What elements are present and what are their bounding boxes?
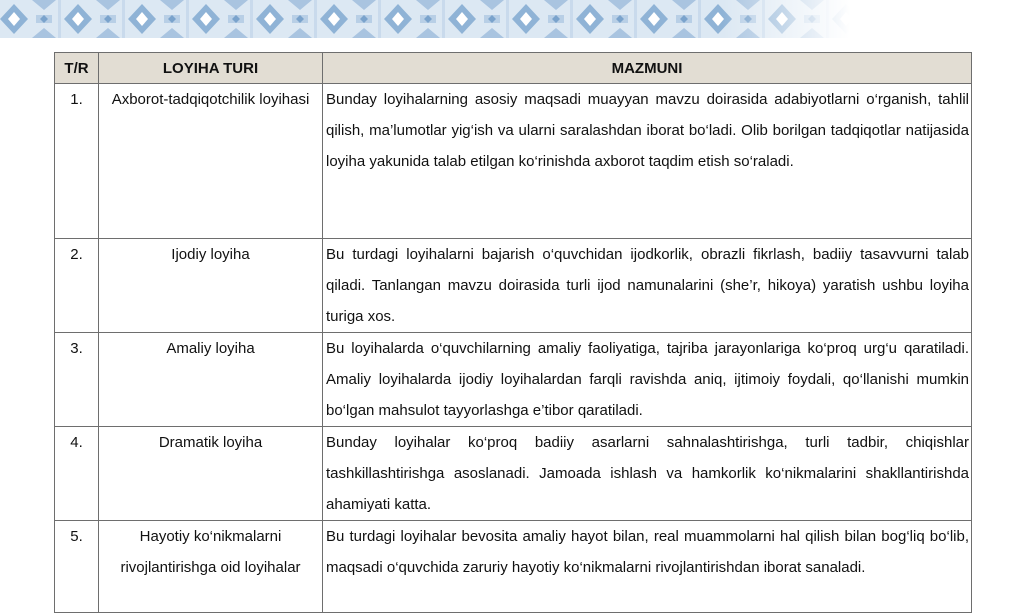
header-number: T/R <box>55 53 99 84</box>
header-content: MAZMUNI <box>323 53 972 84</box>
table-row <box>55 84 972 239</box>
table-row <box>55 521 972 613</box>
row-number: 4. <box>55 427 99 521</box>
row-description: Bu turdagi loyihalarni bajarish o‘quvchidan ijodkorlik, obrazli fikrlash, badiiy tasavvurni talab qiladi. Tanlangan mavzu doirasida turli ijod namunalarini (she’r, hikoya) yaratish ushbu loyiha turiga xos. <box>323 239 972 333</box>
row-number: 3. <box>55 333 99 427</box>
row-project-type: Dramatik loyiha <box>99 427 323 521</box>
table-row <box>55 427 972 521</box>
header-project-type: LOYIHA TURI <box>99 53 323 84</box>
row-description: Bu loyihalarda o‘quvchilarning amaliy faoliyatiga, tajriba jarayonlariga ko‘proq urg‘u qaratiladi. Amaliy loyihalarda ijodiy loyihalardan farqli ravishda aniq, ijtimoiy foydali, qo‘llanishi mumkin bo‘lgan mahsulot tayyorlashga e’tibor qaratiladi. <box>323 333 972 427</box>
row-description: Bu turdagi loyihalar bevosita amaliy hayot bilan, real muammolarni hal qilish bilan bog‘liq bo‘lib, maqsadi o‘quvchida zaruriy hayotiy ko‘nikmalarni rivojlantirishdan iborat sanaladi. <box>323 521 972 613</box>
table-row <box>55 333 972 427</box>
row-description: Bunday loyihalarning asosiy maqsadi muayyan mavzu doirasida adabiyotlarni o‘rganish, tahlil qilish, ma’lumotlar yig‘ish va ularni saralashdan iborat bo‘ladi. Olib borilgan tadqiqotlar natijasida loyiha yakunida talab etilgan ko‘rinishda axborot taqdim etish so‘raladi. <box>323 84 972 239</box>
row-number: 2. <box>55 239 99 333</box>
table-row <box>55 239 972 333</box>
row-project-type: Amaliy loyiha <box>99 333 323 427</box>
loyiha-types-table-wrapper <box>54 52 971 613</box>
decorative-ikat-banner <box>0 0 850 38</box>
row-project-type: Axborot-tadqiqotchilik loyihasi <box>99 84 323 239</box>
loyiha-types-table <box>54 52 972 613</box>
row-project-type: Ijodiy loyiha <box>99 239 323 333</box>
row-project-type: Hayotiy ko‘nikmalarni rivojlantirishga oid loyihalar <box>99 521 323 613</box>
ikat-pattern-icon <box>0 0 850 38</box>
table-header-row <box>55 53 972 84</box>
row-number: 5. <box>55 521 99 613</box>
row-number: 1. <box>55 84 99 239</box>
row-description: Bunday loyihalar ko‘proq badiiy asarlarni sahnalashtirishga, turli tadbir, chiqishlar tashkillashtirishga asoslanadi. Jamoada ishlash va hamkorlik ko‘nikmalarini shakllantirishda ahamiyati katta. <box>323 427 972 521</box>
